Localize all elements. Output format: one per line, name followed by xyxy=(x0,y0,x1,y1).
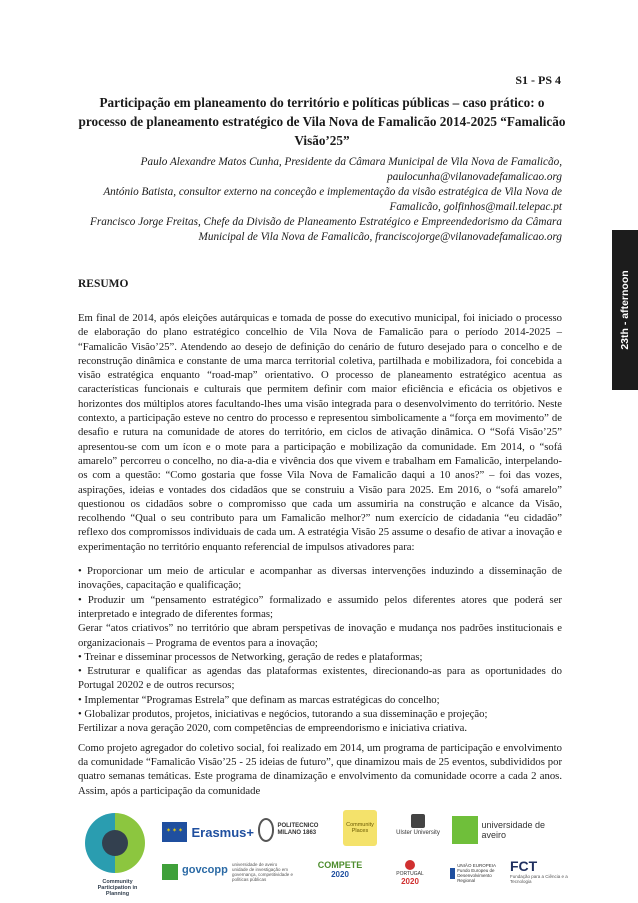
fct-subtitle: Fundação para a Ciência e a Tecnologia xyxy=(510,874,568,884)
eu-flag-small-icon xyxy=(450,868,455,879)
session-id: S1 - PS 4 xyxy=(515,73,561,87)
portugal2020-label: PORTUGAL xyxy=(396,871,424,877)
uaveiro-logo xyxy=(452,810,564,850)
list-item: • Globalizar produtos, projetos, iniciativas e negócios, tutorando a sua disseminação e projeção; xyxy=(78,708,488,721)
eu-fund-label: UNIÃO EUROPEIA Fundo Europeu de Desenvolvimento Regional xyxy=(457,863,496,883)
side-tab-label: 23th - afternoon xyxy=(619,270,631,350)
abstract-body xyxy=(78,311,562,803)
section-heading: RESUMO xyxy=(78,278,129,290)
list-item: • Estruturar e qualificar as agendas das plataformas existentes, direcionando-as para as oportunidades do Portugal 20202 e de outros recursos; xyxy=(78,665,562,692)
politecnico-logo xyxy=(258,812,328,848)
portugal2020-logo xyxy=(381,860,439,888)
abstract-paragraph: Como projeto agregador do coletivo social, foi realizado em 2014, um programa de participação e envolvimento da comunidade “Famalicão Visão’25 - 25 ideias de futuro”, que dinamizou mais de 25 eventos, subdivididos por quatro semanas temáticas. Este programa de dinamização e envolvimento da comunidade ocorre a cada 2 anos. Assim, após a participação da comunidade xyxy=(78,741,562,797)
govcopp-label: govcopp xyxy=(182,864,228,876)
list-item: • Treinar e disseminar processos de Networking, geração de redes e plataformas; xyxy=(78,650,423,663)
uaveiro-mark-icon xyxy=(452,816,478,844)
side-tab xyxy=(612,230,638,390)
govcopp-mark-icon xyxy=(162,864,178,880)
ulster-logo xyxy=(396,814,440,850)
author-entry: Paulo Alexandre Matos Cunha, Presidente da Câmara Municipal de Vila Nova de Famalicão, paulocunha@vilanovadefamalicao.org xyxy=(140,156,562,183)
eu-fund-logo xyxy=(450,862,500,884)
ulster-label: Ulster University xyxy=(396,830,440,836)
erasmus-logo xyxy=(162,818,254,846)
author-entry: Francisco Jorge Freitas, Chefe da Divisão de Planeamento Estratégico e Empreendedorismo da Câmara Municipal de Vila Nova de Famalicão, franciscojorge@vilanovadefamalicao.org xyxy=(90,216,562,243)
list-item: • Proporcionar um meio de articular e acompanhar as diversas intervenções induzindo a disseminação de inovações, capacitação e qualificação; xyxy=(78,565,562,592)
list-item: Gerar “atos criativos” no território que abram perspetivas de inovação e mudança nos padrões institucionais e organizacionais – Programa de eventos para a inovação; xyxy=(78,622,562,649)
ulster-mark-icon xyxy=(411,814,425,828)
abstract-paragraph: Em final de 2014, após eleições autárquicas e tomada de posse do executivo municipal, foi iniciado o processo de elaboração do plano estratégico concelhio de Vila Nova de Famalicão para o período 2014-2025 – “Famalicão Visão’25”. Atendendo ao desejo de definição do cenário de futuro desejado para o concelho e de reconstrução dinâmica e constante de uma marca territorial coletiva, partilhada e mobilizadora, foi concebida a visão estratégica enquanto “road-map” orientativo. O processo de planeamento estratégico acentua as características funcionais e culturais que permitem definir com maior eficiência e eficácia os objetivos e horizontes dos múltiplos atores facultando-lhes uma visão integrada para o desenvolvimento do território. Neste contexto, a participação esteve no centro do processo e representou simbolicamente a “força em movimento” de desafio e rutura na comunidade de atores do território, em ciclos de ativação dinâmica. O “Sofá Visão’25” apresentou-se com um ícon e o mote para a participação e mobilização da comunidade. Em 2014, o “sofá amarelo” percorreu o concelho, no dia-a-dia e vivência dos que vivem e trabalham em Famalicão, interpelando-os com a questão: “Como gostaria que fosse Vila Nova de Famalicão daqui a 10 anos?” – foi das vozes, aspirações, ideias e vontades dos cidadãos que se construiu a Visão para 2025. Em 2016, o “sofá amarelo” questionou os cidadãos sobre o compromisso que cada um assumiria na construção e alcance da Visão, recolhendo “Qual o seu contributo para um Famalicão melhor?” num exercício de cidadania “eu cidadão” reflexo dos compromissos individuais de cada um. A estratégia Visão 25 assume o desafio de ativar a inovação e experimentação no território enquanto referencial de impulsos ativadores para: xyxy=(78,312,562,553)
compete-year: 2020 xyxy=(331,870,349,879)
list-item: • Implementar “Programas Estrela” que definam as marcas estratégicas do concelho; xyxy=(78,693,440,706)
author-entry: António Batista, consultor externo na conceção e implementação da visão estratégica de Vila Nova de Famalicão, golfinhos@mail.telepac.pt xyxy=(103,186,562,213)
politecnico-seal-icon xyxy=(258,818,274,842)
author-list xyxy=(78,155,562,245)
sponsor-logos xyxy=(60,800,580,900)
community-participation-logo xyxy=(82,810,148,876)
erasmus-label: Erasmus+ xyxy=(191,824,254,840)
community-participation-label: Community Participation in Planning xyxy=(97,879,138,897)
eu-flag-icon xyxy=(162,822,187,842)
fct-logo xyxy=(510,858,570,888)
uaveiro-label: universidade de aveiro xyxy=(481,820,546,840)
portugal2020-mark-icon xyxy=(405,860,415,870)
compete2020-logo xyxy=(309,860,371,888)
community-places-logo: Community Places xyxy=(343,810,377,846)
paper-title: Participação em planeamento do território e políticas públicas – caso prático: o processo de planeamento estratégico de Vila Nova de Famalicão 2014-2025 “Famalicão Visão’25” xyxy=(78,95,566,148)
compete-label: COMPETE xyxy=(317,860,363,870)
portugal2020-year: 2020 xyxy=(401,877,419,886)
govcopp-subtitle: universidade de aveiro unidade de investigação em governança, competitividade e políticas públicas xyxy=(232,862,294,882)
fct-label: FCT xyxy=(510,858,538,874)
list-item: • Produzir um “pensamento estratégico” formalizado e assumido pelos diferentes atores que poderá ser interpretado e integrado de diferentes formas; xyxy=(78,593,562,620)
politecnico-label: POLITECNICO MILANO 1863 xyxy=(277,823,319,836)
list-item: Fertilizar a nova geração 2020, com competências de empreendorismo e iniciativa criativa. xyxy=(78,722,468,735)
